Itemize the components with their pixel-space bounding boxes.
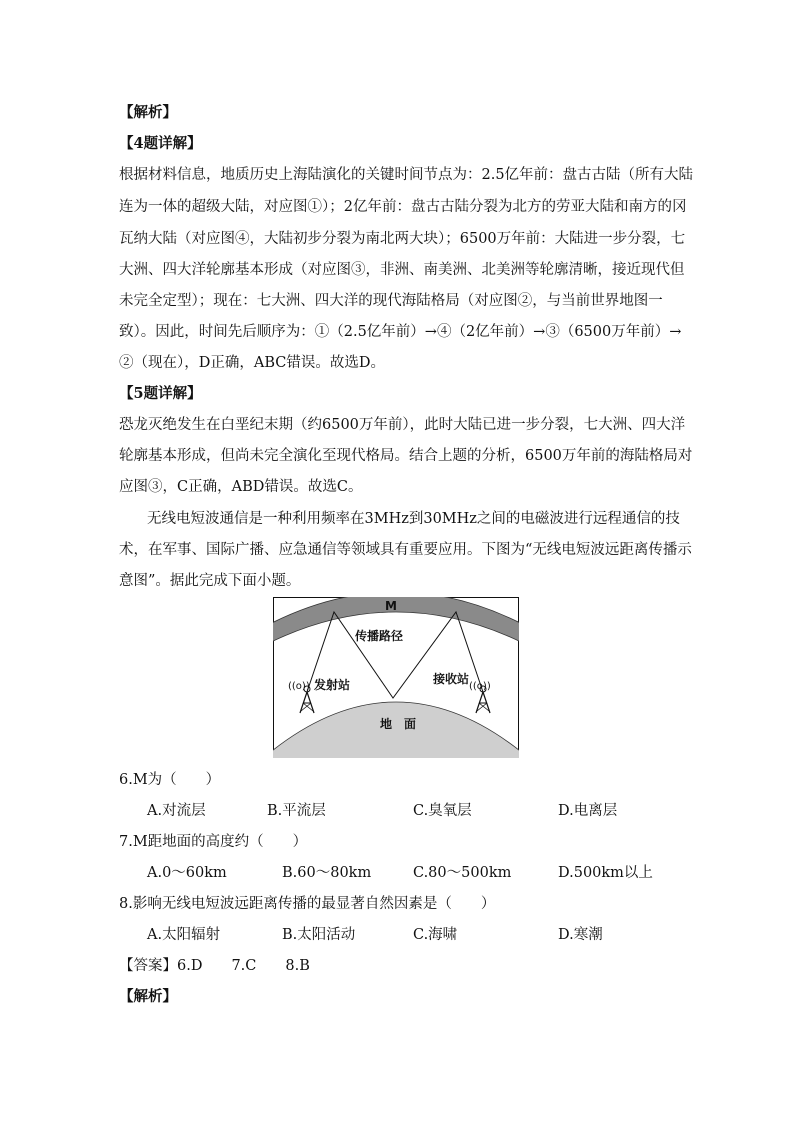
- question-8-option-b: B.太阳活动: [282, 927, 356, 943]
- ground-label: 地 面: [380, 717, 417, 731]
- q4-paragraph-line: 连为一体的超级大陆，对应图①）；2亿年前：盘古古陆分裂为北方的劳亚大陆和南方的冈: [119, 199, 687, 215]
- intro-paragraph-line: 术，在军事、国际广播、应急通信等领域具有重要应用。下图为“无线电短波远距离传播示: [119, 542, 692, 558]
- receiver-label: 接收站: [433, 672, 470, 686]
- question-7-option-b: B.60～80km: [282, 865, 372, 881]
- q4-paragraph-line: 瓦纳大陆（对应图④，大陆初步分裂为南北两大块）；6500万年前：大陆进一步分裂，七: [119, 231, 686, 247]
- q4-paragraph-line: 未完全定型）；现在：七大洲、四大洋的现代海陆格局（对应图②，与当前世界地图一: [119, 293, 663, 309]
- question-6-option-b: B.平流层: [267, 803, 326, 819]
- question-6-option-a: A.对流层: [147, 803, 206, 819]
- intro-paragraph-line: 无线电短波通信是一种利用频率在3MHz到30MHz之间的电磁波进行远程通信的技: [147, 511, 680, 527]
- intro-paragraph-line: 意图”。据此完成下面小题。: [119, 573, 301, 589]
- question-7-option-a: A.0～60km: [147, 865, 227, 881]
- question-6-option-c: C.臭氧层: [413, 803, 472, 819]
- q4-paragraph-line: 大洲、四大洋轮廓基本形成（对应图③，非洲、南美洲、北美洲等轮廓清晰，接近现代但: [119, 262, 685, 278]
- q5-paragraph-line: 应图③，C正确，ABD错误。故选C。: [119, 479, 363, 495]
- section-heading-analysis-2: 【解析】: [119, 988, 177, 1005]
- shortwave-propagation-diagram: [273, 597, 519, 758]
- q4-heading: 【4题详解】: [119, 135, 202, 152]
- q4-paragraph-line: 根据材料信息，地质历史上海陆演化的关键时间节点为：2.5亿年前：盘古古陆（所有大陆: [119, 167, 694, 183]
- q5-paragraph-line: 恐龙灭绝发生在白垩纪末期（约6500万年前），此时大陆已进一步分裂，七大洲、四大洋: [119, 417, 686, 433]
- q4-paragraph-line: ②（现在），D正确，ABC错误。故选D。: [119, 355, 385, 371]
- question-8-stem: 8.影响无线电短波远距离传播的最显著自然因素是（ ）: [119, 896, 496, 912]
- q5-heading: 【5题详解】: [119, 385, 202, 402]
- transmitter-signal-icon: ((o)): [288, 681, 310, 692]
- question-7-stem: 7.M距地面的高度约（ ）: [119, 834, 308, 850]
- question-8-option-d: D.寒潮: [558, 927, 603, 943]
- transmitter-label: 发射站: [314, 678, 351, 692]
- propagation-path-label: 传播路径: [355, 629, 404, 643]
- question-7-option-d: D.500km以上: [558, 865, 653, 881]
- question-6-stem: 6.M为（ ）: [119, 772, 221, 788]
- q4-paragraph-line: 致）。因此，时间先后顺序为：①（2.5亿年前）→④（2亿年前）→③（6500万年前）→: [119, 324, 682, 340]
- question-7-option-c: C.80～500km: [413, 865, 512, 881]
- question-8-option-a: A.太阳辐射: [147, 927, 221, 943]
- answer-line: 【答案】6.D 7.C 8.B: [119, 958, 310, 974]
- question-6-option-d: D.电离层: [558, 803, 618, 819]
- section-heading-analysis: 【解析】: [119, 104, 177, 121]
- q5-paragraph-line: 轮廓基本形成，但尚未完全演化至现代格局。结合上题的分析，6500万年前的海陆格局对: [119, 448, 693, 464]
- receiver-signal-icon: ((o)): [469, 681, 491, 692]
- question-8-option-c: C.海啸: [413, 927, 458, 943]
- layer-label-m: M: [385, 599, 397, 613]
